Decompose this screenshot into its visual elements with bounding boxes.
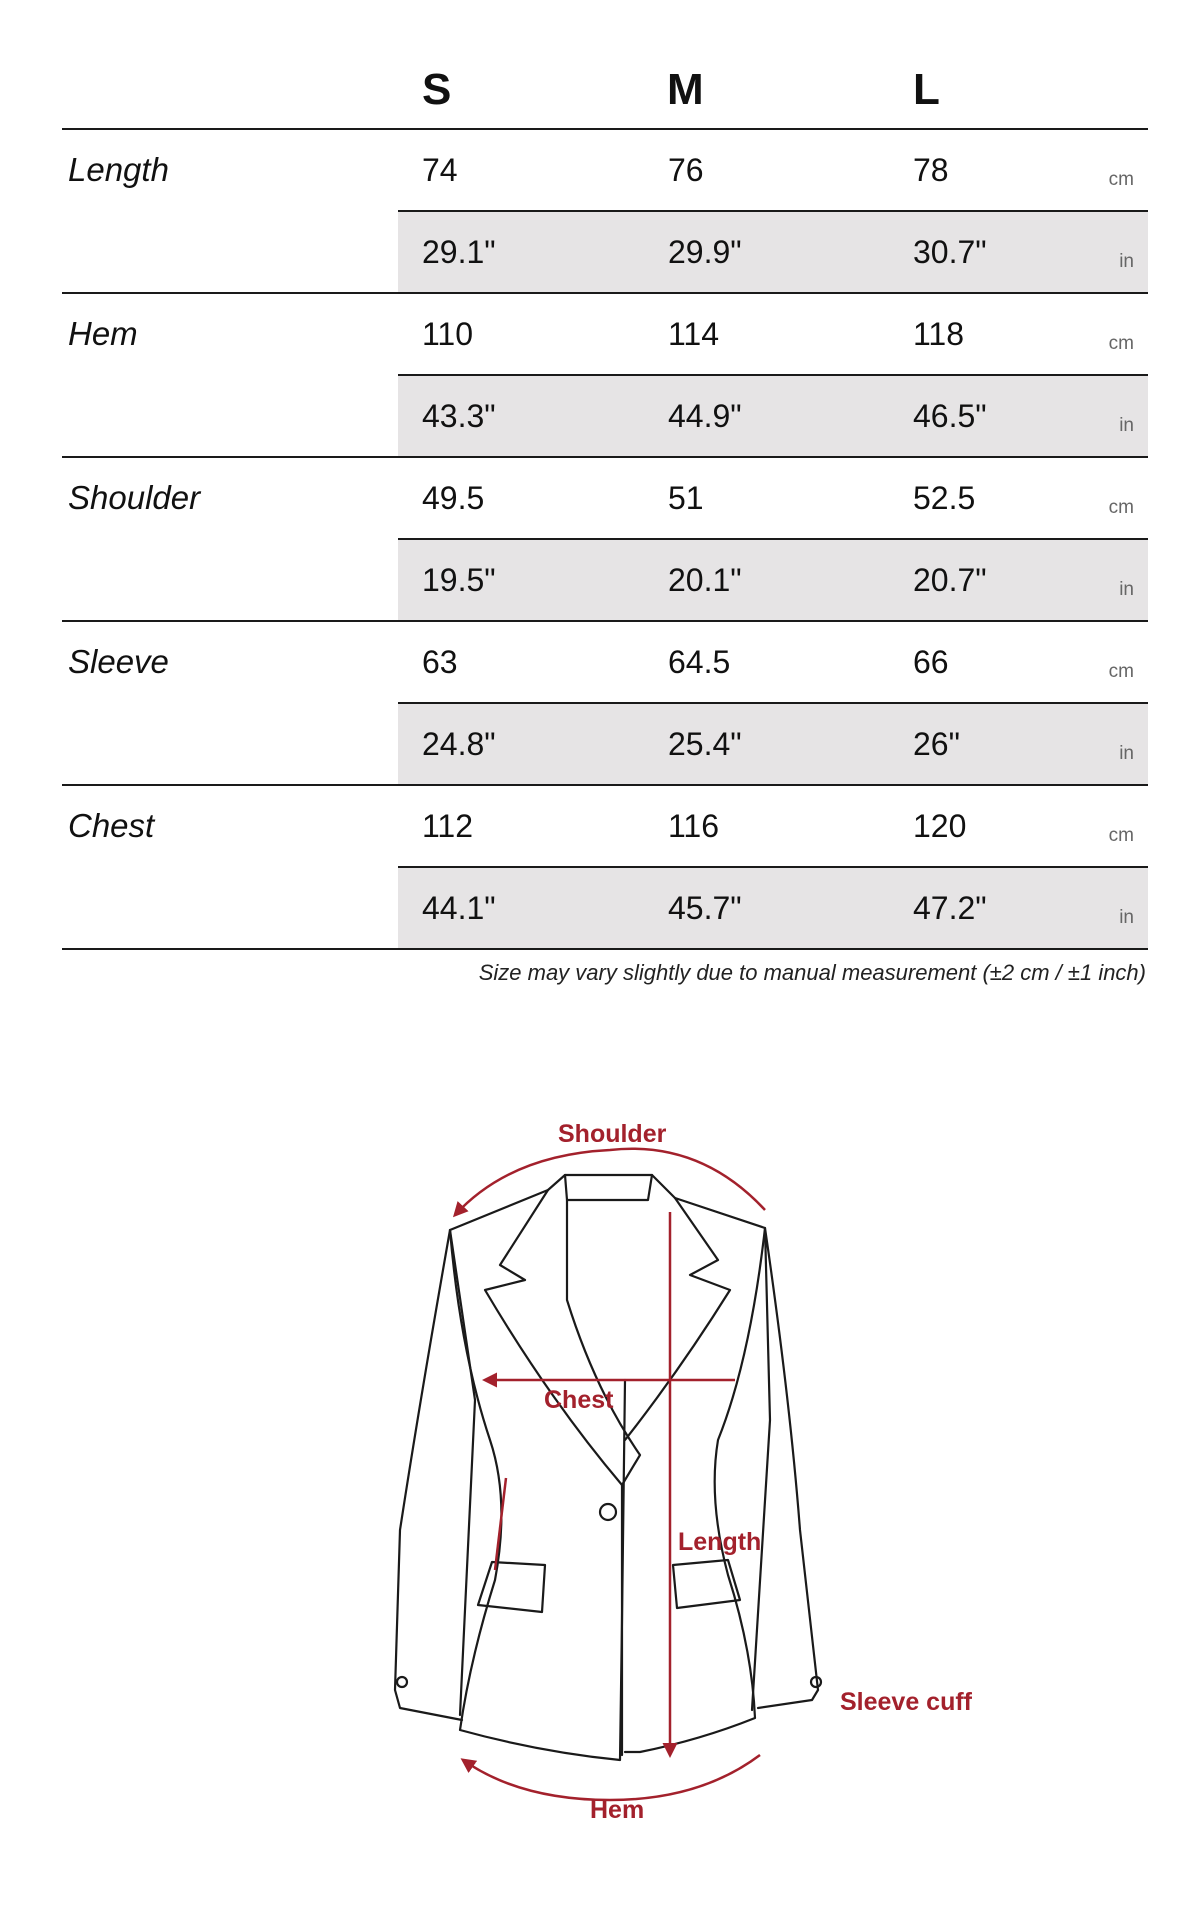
inch-row [398,704,1148,784]
value-cm-m: 64.5 [668,644,731,680]
sleeve-cuff-label: Sleeve cuff [840,1688,973,1716]
unit-in: in [1119,579,1134,600]
value-in-l: 26" [913,726,960,762]
value-cm-s: 110 [422,316,474,352]
length-label: Length [678,1528,762,1556]
value-cm-l: 52.5 [913,480,976,516]
value-cm-m: 114 [668,316,720,352]
inch-row [398,540,1148,620]
value-cm-l: 78 [913,152,949,188]
size-l-header: L [913,65,940,114]
value-cm-m: 76 [668,152,704,188]
value-in-s: 43.3" [422,398,496,434]
hem-label: Hem [590,1796,645,1824]
measurement-group-shoulder [62,458,1148,622]
size-m-header: M [667,65,704,114]
size-s-header: S [422,65,452,114]
unit-in: in [1119,415,1134,436]
unit-cm: cm [1108,497,1134,518]
value-in-m: 20.1" [668,562,742,598]
hem-arrow [463,1755,760,1800]
value-in-m: 44.9" [668,398,742,434]
left-cuff-button-icon [397,1677,407,1687]
value-in-l: 30.7" [913,234,987,270]
measurement-group-hem [62,294,1148,458]
measurement-label: Length [68,151,169,188]
value-in-m: 29.9" [668,234,742,270]
right-sleeve-outline [752,1228,818,1710]
size-chart-table [62,0,1148,950]
measurement-group-chest [62,786,1148,950]
shoulder-arrow [455,1149,765,1215]
value-cm-s: 112 [422,808,474,844]
measurement-label: Hem [68,315,138,352]
shoulder-label: Shoulder [558,1120,667,1148]
unit-cm: cm [1108,169,1134,190]
front-button-icon [600,1504,616,1520]
inch-row [398,868,1148,948]
value-cm-s: 49.5 [422,480,485,516]
unit-in: in [1119,907,1134,928]
blazer-measurement-diagram [0,1080,1200,1840]
measurement-note: Size may vary slightly due to manual measurement (±2 cm / ±1 inch) [478,960,1146,985]
inch-row [398,212,1148,292]
value-in-s: 19.5" [422,562,496,598]
cm-row [398,622,1148,704]
value-cm-l: 66 [913,644,949,680]
right-lapel-outline [625,1198,730,1440]
value-in-s: 24.8" [422,726,496,762]
value-cm-l: 118 [913,316,965,352]
value-in-s: 44.1" [422,890,496,926]
value-in-m: 25.4" [668,726,742,762]
value-in-l: 46.5" [913,398,987,434]
unit-cm: cm [1108,661,1134,682]
back-collar [565,1175,652,1200]
cm-row [398,458,1148,540]
measurement-label: Shoulder [68,479,201,516]
value-cm-m: 51 [668,480,704,516]
left-sleeve-outline [395,1230,475,1720]
cm-row [398,294,1148,376]
unit-in: in [1119,743,1134,764]
unit-cm: cm [1108,825,1134,846]
size-header-row [62,0,1148,130]
value-cm-s: 74 [422,152,458,188]
cm-row [398,130,1148,212]
inch-row [398,376,1148,456]
value-in-l: 20.7" [913,562,987,598]
measurement-group-length [62,130,1148,294]
unit-in: in [1119,251,1134,272]
measurement-guides [455,1149,765,1800]
value-cm-s: 63 [422,644,458,680]
unit-cm: cm [1108,333,1134,354]
measurement-group-sleeve [62,622,1148,786]
value-in-s: 29.1" [422,234,496,270]
measurement-label: Sleeve [68,643,169,680]
left-body-outline [450,1175,625,1760]
left-lapel-outline [485,1190,640,1485]
blazer-outline [395,1175,821,1760]
right-body-outline [625,1175,765,1752]
measurement-label: Chest [68,807,155,844]
value-in-l: 47.2" [913,890,987,926]
chest-label: Chest [544,1386,614,1414]
cm-row [398,786,1148,868]
value-in-m: 45.7" [668,890,742,926]
value-cm-m: 116 [668,808,720,844]
value-cm-l: 120 [913,808,967,844]
